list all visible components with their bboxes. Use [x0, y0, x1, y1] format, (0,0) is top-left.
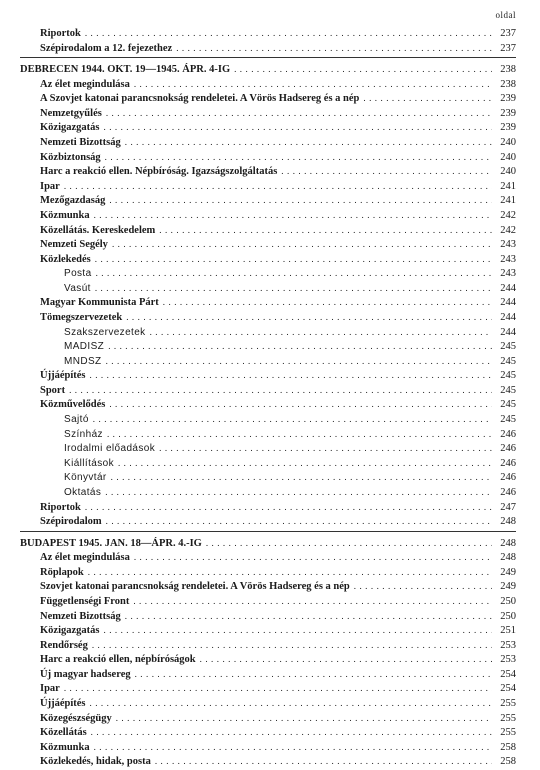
toc-subentry[interactable] — [20, 412, 516, 427]
toc-entry[interactable] — [20, 164, 516, 179]
dot-leader — [95, 252, 492, 268]
toc-subentry[interactable] — [20, 456, 516, 471]
dot-leader — [85, 500, 492, 516]
dot-leader — [234, 62, 492, 78]
toc-entry-title: Vasút — [64, 282, 91, 294]
toc-page-number: 242 — [500, 209, 516, 221]
toc-page-number: 246 — [500, 457, 516, 469]
toc-entry[interactable] — [20, 383, 516, 398]
toc-entry[interactable] — [20, 725, 516, 740]
toc-entry-title: Könyvtár — [64, 472, 107, 484]
toc-page-number: 240 — [500, 166, 516, 178]
dot-leader — [95, 281, 492, 297]
toc-entry[interactable] — [20, 77, 516, 92]
dot-leader — [133, 594, 492, 610]
toc-page-number: 250 — [500, 610, 516, 622]
dot-leader — [93, 412, 492, 428]
toc-entry[interactable] — [20, 565, 516, 580]
toc-subentry[interactable] — [20, 354, 516, 369]
toc-subentry[interactable] — [20, 427, 516, 442]
toc-entry-title: BUDAPEST 1945. JAN. 18—ÁPR. 4.-IG — [20, 537, 202, 549]
toc-entry-title: Harc a reakció ellen. Népbíróság. Igazságszolgáltatás — [40, 166, 278, 178]
toc-page-number: 243 — [500, 268, 516, 280]
toc-entry[interactable] — [20, 594, 516, 609]
toc-entry-title: Közegészségügy — [40, 712, 112, 724]
section-divider — [20, 57, 516, 58]
toc-entry-title: Harc a reakció ellen, népbíróságok — [40, 654, 196, 666]
dot-leader — [106, 514, 492, 530]
dot-leader — [94, 740, 492, 756]
dot-leader — [135, 667, 492, 683]
toc-subentry[interactable] — [20, 325, 516, 340]
toc-entry-title: Mezőgazdaság — [40, 195, 106, 207]
dot-leader — [125, 609, 492, 625]
toc-entry[interactable] — [20, 179, 516, 194]
toc-entry-title: Sajtó — [64, 414, 89, 426]
dot-leader — [88, 565, 492, 581]
toc-entry[interactable] — [20, 135, 516, 150]
dot-leader — [125, 135, 492, 151]
toc-page-number: 240 — [500, 151, 516, 163]
dot-leader — [85, 26, 492, 42]
toc-page-number: 246 — [500, 428, 516, 440]
toc-entry-title: Riportok — [40, 28, 81, 39]
toc-page-number: 244 — [500, 311, 516, 323]
toc-entry[interactable] — [20, 638, 516, 653]
toc-entry-title: Rendőrség — [40, 639, 88, 651]
toc-page-number: 246 — [500, 486, 516, 498]
toc-page-number: 255 — [500, 727, 516, 739]
toc-entry-title: Sport — [40, 384, 66, 396]
toc-page-number: 249 — [500, 566, 516, 578]
toc-entry-title: Riportok — [40, 501, 81, 513]
dot-leader — [206, 536, 492, 552]
toc-page-number: 258 — [500, 756, 516, 768]
toc-entry[interactable] — [20, 26, 516, 41]
dot-leader — [134, 77, 492, 93]
toc-entry-title: Nemzeti Segély — [40, 239, 108, 251]
dot-leader — [155, 754, 492, 770]
toc-page-number: 244 — [500, 297, 516, 309]
section-divider — [20, 531, 516, 532]
dot-leader — [354, 579, 492, 595]
toc-entry-title: A Szovjet katonai parancsnokság rendeletei. A Vörös Hadsereg és a nép — [40, 93, 360, 105]
toc-page-number: 239 — [500, 93, 516, 105]
toc-entry-title: Tömegszervezetek — [40, 311, 123, 323]
dot-leader — [200, 652, 492, 668]
toc-page-number: 243 — [500, 239, 516, 251]
toc-entry[interactable] — [20, 295, 516, 310]
dot-leader — [118, 456, 492, 472]
toc-entry[interactable] — [20, 91, 516, 106]
toc-entry-title: Újjáépítés — [40, 698, 86, 710]
dot-leader — [106, 106, 492, 122]
toc-entry[interactable] — [20, 514, 516, 529]
dot-leader — [107, 427, 492, 443]
dot-leader — [105, 150, 492, 166]
dot-leader — [116, 711, 492, 727]
toc-page-number: 241 — [500, 180, 516, 192]
toc-entry-title: Közellátás — [40, 727, 87, 739]
toc-entry-title: Újjáépítés — [40, 370, 86, 382]
toc-page-number: 237 — [500, 42, 516, 54]
dot-leader — [94, 208, 492, 224]
toc-entry-title: Posta — [64, 268, 92, 280]
toc-entry-title: Magyar Kommunista Párt — [40, 297, 159, 309]
dot-leader — [150, 325, 492, 341]
toc-page-number: 248 — [500, 552, 516, 564]
toc-page-number: 253 — [500, 654, 516, 666]
toc-entry[interactable] — [20, 41, 516, 56]
toc-page-number: 246 — [500, 472, 516, 484]
toc-entry-title: Röplapok — [40, 566, 84, 578]
toc-page-number: 258 — [500, 741, 516, 753]
dot-leader — [126, 310, 492, 326]
toc-subentry[interactable] — [20, 470, 516, 485]
toc-page-number: 240 — [500, 137, 516, 149]
toc-entry[interactable] — [20, 208, 516, 223]
toc-page-number: 254 — [500, 668, 516, 680]
toc-page-number: 248 — [500, 516, 516, 528]
toc-page-number: 253 — [500, 639, 516, 651]
toc-page-number: 244 — [500, 282, 516, 294]
toc-page-number: 255 — [500, 712, 516, 724]
toc-page-number: 243 — [500, 253, 516, 265]
toc-entry-title: Az élet megindulása — [40, 78, 130, 90]
toc-entry-title: DEBRECEN 1944. OKT. 19—1945. ÁPR. 4-IG — [20, 64, 231, 76]
toc-page-number: 238 — [500, 64, 516, 76]
toc-entry-title: MNDSZ — [64, 355, 102, 367]
toc-entry-title: Új magyar hadsereg — [40, 668, 131, 680]
toc-page-number: 239 — [500, 122, 516, 134]
dot-leader — [91, 725, 492, 741]
toc-page-number: 245 — [500, 399, 516, 411]
dot-leader — [159, 223, 492, 239]
dot-leader — [163, 295, 492, 311]
toc-section-heading[interactable] — [20, 536, 516, 551]
dot-leader — [108, 339, 492, 355]
dot-leader — [90, 368, 493, 384]
toc-page-number: 244 — [500, 326, 516, 338]
toc-entry-title: Közmunka — [40, 209, 90, 221]
toc-entry[interactable] — [20, 368, 516, 383]
toc-page-number: 241 — [500, 195, 516, 207]
toc-entry[interactable] — [20, 609, 516, 624]
toc-page-number: 245 — [500, 370, 516, 382]
toc-entry-title: Közellátás. Kereskedelem — [40, 224, 156, 236]
toc-subentry[interactable] — [20, 485, 516, 500]
dot-leader — [109, 193, 492, 209]
toc-entry[interactable] — [20, 150, 516, 165]
toc-subentry[interactable] — [20, 266, 516, 281]
toc-entry-title: Szépirodalom a 12. fejezethez — [40, 42, 173, 54]
toc-entry-title: Közmunka — [40, 741, 90, 753]
toc-entry-title: Ipar — [40, 683, 60, 695]
toc-page-number: 246 — [500, 443, 516, 455]
dot-leader — [104, 120, 493, 136]
toc-section-heading[interactable] — [20, 62, 516, 77]
dot-leader — [92, 638, 492, 654]
dot-leader — [363, 91, 492, 107]
toc-entry[interactable] — [20, 550, 516, 565]
toc-page-number: 239 — [500, 107, 516, 119]
toc-entry[interactable] — [20, 500, 516, 515]
toc-page-number: 250 — [500, 595, 516, 607]
toc-entry-title: Színház — [64, 428, 103, 440]
toc-page-number: 237 — [500, 28, 516, 39]
toc-entry-title: Szovjet katonai parancsnokság rendeletei. A Vörös Hadsereg és a nép — [40, 581, 350, 593]
toc-page-number: 245 — [500, 384, 516, 396]
dot-leader — [90, 696, 493, 712]
toc-entry-title: Oktatás — [64, 486, 102, 498]
dot-leader — [134, 550, 492, 566]
toc-entry-title: Nemzeti Bizottság — [40, 137, 121, 149]
toc-entry[interactable] — [20, 623, 516, 638]
toc-page-number: 245 — [500, 414, 516, 426]
toc-page-number: 245 — [500, 355, 516, 367]
toc-entry[interactable] — [20, 579, 516, 594]
toc-page-number: 247 — [500, 501, 516, 513]
toc-entry[interactable] — [20, 120, 516, 135]
toc-entry[interactable] — [20, 681, 516, 696]
toc-entry-title: Irodalmi előadások — [64, 443, 156, 455]
toc-entry-title: Nemzeti Bizottság — [40, 610, 121, 622]
toc-entry-title: Szakszervezetek — [64, 326, 146, 338]
toc-entry-title: Közművelődés — [40, 399, 106, 411]
toc-page-number: 238 — [500, 78, 516, 90]
toc-entry[interactable] — [20, 397, 516, 412]
dot-leader — [105, 485, 492, 501]
toc-page-number: 242 — [500, 224, 516, 236]
toc-entry-title: Nemzetgyűlés — [40, 107, 102, 119]
page-column-header: oldal — [495, 10, 516, 20]
toc-entry[interactable] — [20, 223, 516, 238]
toc-entry[interactable] — [20, 711, 516, 726]
dot-leader — [109, 397, 492, 413]
toc-page-number: 254 — [500, 683, 516, 695]
toc-entry-title: Közigazgatás — [40, 122, 100, 134]
dot-leader — [104, 623, 493, 639]
toc-entry[interactable] — [20, 237, 516, 252]
toc-entry[interactable] — [20, 252, 516, 267]
toc-page-number: 251 — [500, 625, 516, 637]
toc-page-number: 249 — [500, 581, 516, 593]
toc-entry[interactable] — [20, 310, 516, 325]
toc-subentry[interactable] — [20, 339, 516, 354]
dot-leader — [281, 164, 492, 180]
dot-leader — [111, 470, 492, 486]
toc-page-number: 248 — [500, 537, 516, 549]
toc-entry-title: Kiállítások — [64, 457, 114, 469]
toc-entry[interactable] — [20, 667, 516, 682]
toc-entry[interactable] — [20, 696, 516, 711]
table-of-contents — [20, 26, 516, 769]
toc-entry[interactable] — [20, 193, 516, 208]
dot-leader — [112, 237, 492, 253]
toc-page-number: 255 — [500, 698, 516, 710]
toc-subentry[interactable] — [20, 441, 516, 456]
toc-entry-title: Szépirodalom — [40, 516, 102, 528]
toc-page-number: 245 — [500, 341, 516, 353]
dot-leader — [64, 179, 492, 195]
toc-entry[interactable] — [20, 740, 516, 755]
dot-leader — [96, 266, 492, 282]
dot-leader — [176, 41, 492, 57]
dot-leader — [159, 441, 492, 457]
toc-entry-title: Függetlenségi Front — [40, 595, 130, 607]
dot-leader — [64, 681, 492, 697]
toc-entry-title: Közbiztonság — [40, 151, 101, 163]
toc-entry-title: Közigazgatás — [40, 625, 100, 637]
toc-entry[interactable] — [20, 106, 516, 121]
dot-leader — [106, 354, 492, 370]
dot-leader — [69, 383, 492, 399]
toc-entry-title: Az élet megindulása — [40, 552, 130, 564]
toc-entry-title: MADISZ — [64, 341, 105, 353]
toc-entry-title: Közlekedés, hidak, posta — [40, 756, 151, 768]
toc-entry[interactable] — [20, 652, 516, 667]
toc-entry-title: Közlekedés — [40, 253, 91, 265]
toc-subentry[interactable] — [20, 281, 516, 296]
toc-entry-title: Ipar — [40, 180, 60, 192]
